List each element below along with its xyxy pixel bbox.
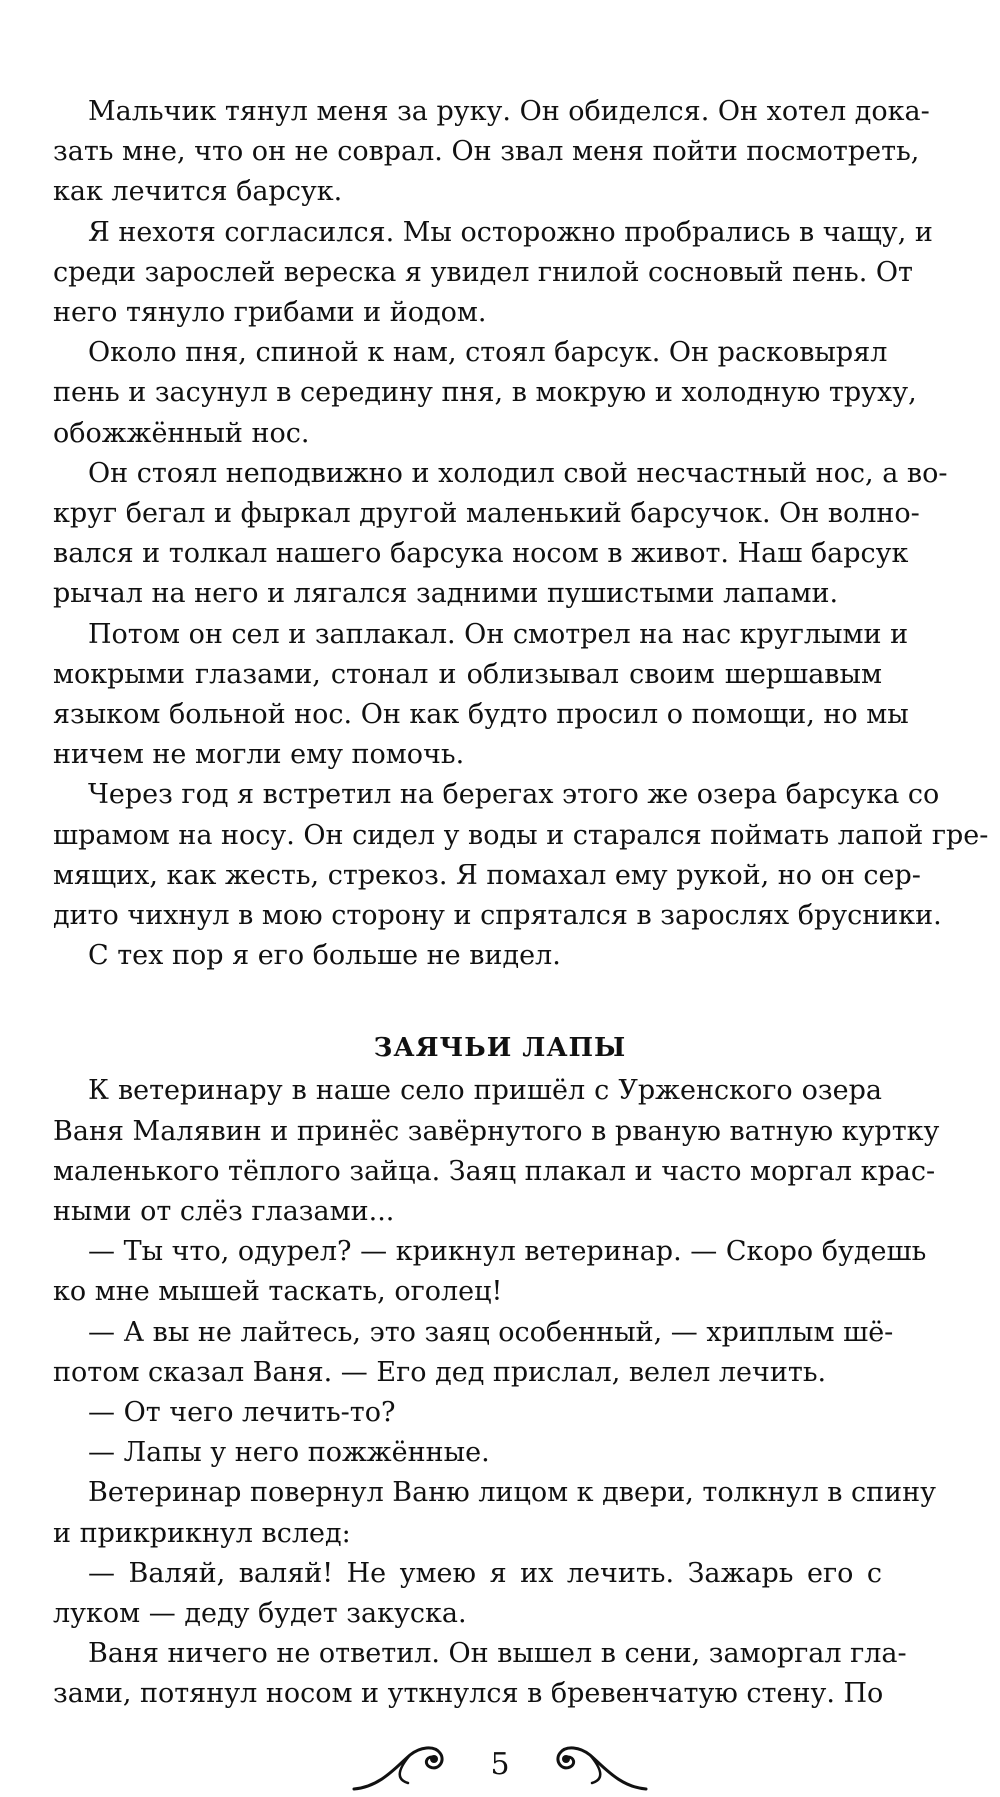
text-line: как лечится барсук. — [53, 176, 343, 207]
text-line: луком — деду будет закуска. — [53, 1598, 467, 1629]
text-line: и прикрикнул вслед: — [53, 1518, 351, 1549]
text-line: пень и засунул в середину пня, в мокрую и холодную труху, — [53, 377, 917, 408]
text-line: — Валяй, валяй! Не умею я их лечить. Зажарь его с — [88, 1558, 882, 1589]
text-line: дито чихнул в мою сторону и спрятался в зарослях брусники. — [53, 900, 942, 931]
text-line: мокрыми глазами, стонал и облизывал своим шершавым — [53, 659, 882, 690]
text-line: круг бегал и фыркал другой маленький барсучок. Он волно- — [53, 498, 920, 529]
swirl-ornament-right-icon — [540, 1737, 650, 1797]
text-line: Через год я встретил на берегах этого же озера барсука со — [88, 779, 940, 810]
text-line: Потом он сел и заплакал. Он смотрел на нас круглыми и — [88, 619, 909, 650]
text-line: Я нехотя согласился. Мы осторожно пробрались в чащу, и — [88, 217, 933, 248]
text-line: — От чего лечить-то? — [88, 1397, 396, 1428]
text-line: Ваня Малявин и принёс завёрнутого в рваную ватную куртку — [53, 1116, 940, 1147]
text-line: потом сказал Ваня. — Его дед прислал, велел лечить. — [53, 1357, 827, 1388]
text-line: — Лапы у него пожжённые. — [88, 1437, 490, 1468]
text-line: вался и толкал нашего барсука носом в живот. Наш барсук — [53, 538, 909, 569]
text-line: маленького тёплого зайца. Заяц плакал и часто моргал крас- — [53, 1156, 936, 1187]
text-line: — А вы не лайтесь, это заяц особенный, — хриплым шё- — [88, 1317, 894, 1348]
text-line: шрамом на носу. Он сидел у воды и старался поймать лапой гре- — [53, 820, 989, 851]
text-line: языком больной нос. Он как будто просил о помощи, но мы — [53, 699, 909, 730]
text-line: ко мне мышей таскать, оголец! — [53, 1276, 503, 1307]
text-line: Мальчик тянул меня за руку. Он обиделся. Он хотел дока- — [88, 96, 930, 127]
text-line: — Ты что, одурел? — крикнул ветеринар. — Скоро будешь — [88, 1236, 927, 1267]
text-line: зами, потянул носом и уткнулся в бревенчатую стену. По — [53, 1678, 884, 1709]
text-line: К ветеринару в наше село пришёл с Урженского озера — [88, 1075, 882, 1106]
text-line: ничем не могли ему помочь. — [53, 739, 465, 770]
text-line: С тех пор я его больше не видел. — [88, 940, 561, 971]
page-footer — [350, 1737, 650, 1797]
text-line: него тянуло грибами и йодом. — [53, 297, 487, 328]
page-number: 5 — [490, 1747, 510, 1782]
text-line: Ветеринар повернул Ваню лицом к двери, толкнул в спину — [88, 1477, 936, 1508]
text-line: зать мне, что он не соврал. Он звал меня пойти посмотреть, — [53, 136, 920, 167]
text-line: Ваня ничего не ответил. Он вышел в сени, заморгал гла- — [88, 1638, 907, 1669]
text-line: Около пня, спиной к нам, стоял барсук. Он расковырял — [88, 337, 888, 368]
text-line: мящих, как жесть, стрекоз. Я помахал ему рукой, но он сер- — [53, 860, 921, 891]
text-line: обожжённый нос. — [53, 418, 310, 449]
text-line: Он стоял неподвижно и холодил свой несчастный нос, а во- — [88, 458, 948, 489]
text-line: среди зарослей вереска я увидел гнилой сосновый пень. От — [53, 257, 913, 288]
story-title: ЗАЯЧЬИ ЛАПЫ — [373, 1033, 627, 1064]
text-line: рычал на него и лягался задними пушистыми лапами. — [53, 578, 839, 609]
text-line: ными от слёз глазами... — [53, 1196, 395, 1227]
